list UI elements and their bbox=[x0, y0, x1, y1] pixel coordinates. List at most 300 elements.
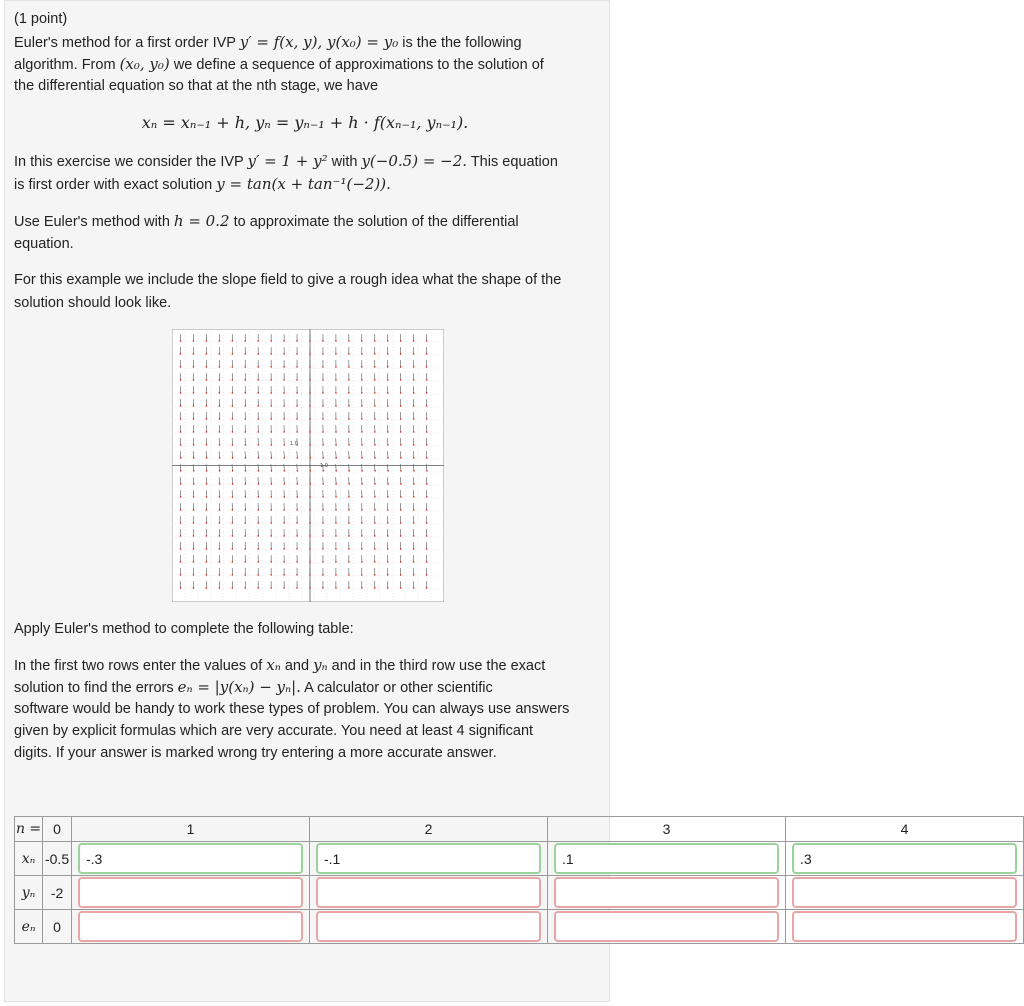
y3-input[interactable] bbox=[554, 877, 779, 908]
slope-arrowhead bbox=[232, 444, 234, 446]
slope-arrowhead bbox=[270, 340, 272, 342]
slope-arrowhead bbox=[232, 496, 234, 498]
slope-arrowhead bbox=[257, 366, 259, 368]
slope-arrowhead bbox=[387, 535, 389, 537]
slope-arrowhead bbox=[348, 496, 350, 498]
slope-arrowhead bbox=[206, 587, 208, 589]
slope-arrowhead bbox=[296, 587, 298, 589]
slope-arrowhead bbox=[244, 366, 246, 368]
slope-arrowhead bbox=[387, 418, 389, 420]
slope-arrowhead bbox=[361, 444, 363, 446]
slope-arrowhead bbox=[258, 496, 260, 498]
slope-arrowhead bbox=[322, 340, 324, 342]
slope-arrowhead bbox=[387, 574, 389, 576]
slope-arrowhead bbox=[426, 366, 428, 368]
slope-arrowhead bbox=[400, 483, 402, 485]
slope-arrowhead bbox=[322, 561, 324, 563]
y-axis-tick-label: 1.0 bbox=[290, 441, 298, 447]
slope-arrowhead bbox=[244, 574, 246, 576]
slope-arrowhead bbox=[193, 392, 195, 394]
instructions-line-2: solution to find the errors eₙ = |y(xₙ) − yₙ|. A calculator or other scientific bbox=[14, 678, 493, 696]
slope-arrowhead bbox=[193, 483, 195, 485]
slope-arrowhead bbox=[180, 379, 182, 381]
slope-arrowhead bbox=[193, 470, 195, 472]
slope-arrowhead bbox=[245, 470, 247, 472]
slope-arrowhead bbox=[206, 483, 208, 485]
error-formula: eₙ = |y(xₙ) − yₙ|. bbox=[177, 678, 301, 696]
slope-arrowhead bbox=[361, 574, 363, 576]
slope-arrowhead bbox=[180, 353, 182, 355]
y1-input[interactable] bbox=[78, 877, 303, 908]
slope-arrowhead bbox=[245, 418, 247, 420]
slope-arrowhead bbox=[374, 444, 376, 446]
x1-input[interactable] bbox=[78, 843, 303, 874]
slope-arrowhead bbox=[400, 522, 402, 524]
slope-arrowhead bbox=[426, 379, 428, 381]
answer-table bbox=[14, 816, 1024, 944]
slope-arrowhead bbox=[400, 496, 402, 498]
slope-arrowhead bbox=[335, 522, 337, 524]
slope-arrowhead bbox=[180, 444, 182, 446]
slope-arrowhead bbox=[270, 587, 272, 589]
intro-math: y′ = f(x, y), y(x₀) = y₀ bbox=[239, 33, 399, 51]
slope-arrowhead bbox=[257, 522, 259, 524]
slope-arrowhead bbox=[232, 483, 234, 485]
slope-arrowhead bbox=[387, 457, 389, 459]
slope-arrowhead bbox=[193, 535, 195, 537]
slope-arrowhead bbox=[309, 548, 311, 550]
slope-arrowhead bbox=[283, 353, 285, 355]
slope-arrowhead bbox=[361, 431, 363, 433]
x4-input[interactable] bbox=[792, 843, 1017, 874]
slope-arrowhead bbox=[206, 522, 208, 524]
slope-arrowhead bbox=[270, 366, 272, 368]
slope-arrowhead bbox=[309, 509, 311, 511]
x-axis-tick-label: 1.0 bbox=[320, 463, 328, 469]
slope-arrowhead bbox=[361, 457, 363, 459]
slope-arrowhead bbox=[413, 470, 415, 472]
slope-arrowhead bbox=[180, 509, 182, 511]
ivp-math-2: y(−0.5) = −2. bbox=[361, 152, 468, 170]
euler-formula: xₙ = xₙ₋₁ + h, yₙ = yₙ₋₁ + h · f(xₙ₋₁, yₙ₋₁). bbox=[141, 113, 469, 132]
slope-arrowhead bbox=[413, 392, 415, 394]
slope-arrowhead bbox=[309, 405, 311, 407]
slope-arrowhead bbox=[426, 392, 428, 394]
slope-arrowhead bbox=[244, 587, 246, 589]
ivp-line-2: is first order with exact solution y = tan(x + tan⁻¹(−2)). bbox=[14, 175, 391, 193]
slope-arrowhead bbox=[309, 574, 311, 576]
slope-arrowhead bbox=[270, 353, 272, 355]
slope-arrowhead bbox=[283, 496, 285, 498]
slope-arrowhead bbox=[426, 405, 428, 407]
slope-arrowhead bbox=[335, 574, 337, 576]
slope-arrowhead bbox=[232, 366, 234, 368]
slope-arrowhead bbox=[257, 535, 259, 537]
step-size-math: h = 0.2 bbox=[173, 212, 230, 230]
slope-arrowhead bbox=[283, 405, 285, 407]
slope-arrowhead bbox=[180, 496, 182, 498]
slope-arrowhead bbox=[283, 509, 285, 511]
slope-arrowhead bbox=[413, 353, 415, 355]
table-row-e bbox=[15, 910, 1024, 944]
slope-line-1: For this example we include the slope field to give a rough idea what the shape of the bbox=[14, 272, 562, 288]
slope-arrowhead bbox=[206, 405, 208, 407]
slope-arrowhead bbox=[257, 509, 259, 511]
slope-arrowhead bbox=[219, 379, 221, 381]
slope-arrowhead bbox=[180, 561, 182, 563]
slope-arrowhead bbox=[206, 574, 208, 576]
slope-arrowhead bbox=[309, 392, 311, 394]
slope-arrowhead bbox=[193, 574, 195, 576]
slope-arrowhead bbox=[322, 483, 324, 485]
slope-arrowhead bbox=[206, 548, 208, 550]
slope-arrowhead bbox=[193, 379, 195, 381]
slope-arrowhead bbox=[426, 509, 428, 511]
slope-arrowhead bbox=[271, 470, 273, 472]
slope-arrowhead bbox=[374, 561, 376, 563]
slope-arrowhead bbox=[296, 366, 298, 368]
slope-arrowhead bbox=[413, 587, 415, 589]
slope-arrowhead bbox=[335, 418, 337, 420]
slope-arrowhead bbox=[374, 587, 376, 589]
ivp-math: y′ = 1 + y² bbox=[247, 152, 328, 170]
slope-arrowhead bbox=[348, 418, 350, 420]
slope-arrowhead bbox=[245, 457, 247, 459]
intro-math-2: (x₀, y₀) bbox=[119, 55, 170, 73]
e3-input[interactable] bbox=[554, 911, 779, 942]
slope-arrowhead bbox=[180, 457, 182, 459]
slope-arrowhead bbox=[219, 470, 221, 472]
slope-arrowhead bbox=[348, 522, 350, 524]
slope-arrowhead bbox=[348, 431, 350, 433]
slope-arrowhead bbox=[257, 340, 259, 342]
slope-arrowhead bbox=[374, 340, 376, 342]
slope-arrowhead bbox=[387, 509, 389, 511]
slope-arrowhead bbox=[387, 561, 389, 563]
ivp-line-1: In this exercise we consider the IVP y′ = 1 + y² with y(−0.5) = −2. This equation bbox=[14, 152, 558, 170]
slope-arrowhead bbox=[413, 457, 415, 459]
slope-arrowhead bbox=[374, 548, 376, 550]
intro-line-3: the differential equation so that at the nth stage, we have bbox=[14, 78, 379, 94]
slope-arrowhead bbox=[374, 535, 376, 537]
instructions-line-5: digits. If your answer is marked wrong try entering a more accurate answer. bbox=[14, 745, 497, 761]
slope-arrowhead bbox=[206, 392, 208, 394]
slope-arrowhead bbox=[426, 522, 428, 524]
header-3: 3 bbox=[547, 817, 785, 842]
slope-arrowhead bbox=[193, 444, 195, 446]
slope-arrowhead bbox=[426, 353, 428, 355]
slope-arrowhead bbox=[361, 509, 363, 511]
slope-arrowhead bbox=[361, 340, 363, 342]
slope-arrowhead bbox=[335, 379, 337, 381]
slope-arrowhead bbox=[219, 457, 221, 459]
slope-arrowhead bbox=[270, 574, 272, 576]
slope-arrowhead bbox=[335, 366, 337, 368]
slope-arrowhead bbox=[322, 405, 324, 407]
slope-arrowhead bbox=[335, 509, 337, 511]
slope-arrowhead bbox=[232, 457, 234, 459]
slope-arrowhead bbox=[387, 587, 389, 589]
slope-arrowhead bbox=[270, 548, 272, 550]
slope-arrowhead bbox=[180, 392, 182, 394]
slope-arrowhead bbox=[322, 431, 324, 433]
slope-arrowhead bbox=[361, 561, 363, 563]
slope-arrowhead bbox=[413, 444, 415, 446]
slope-arrowhead bbox=[219, 353, 221, 355]
slope-arrowhead bbox=[374, 392, 376, 394]
slope-arrowhead bbox=[387, 379, 389, 381]
slope-arrowhead bbox=[180, 431, 182, 433]
slope-arrowhead bbox=[309, 366, 311, 368]
e2-input[interactable] bbox=[316, 911, 541, 942]
slope-arrowhead bbox=[245, 496, 247, 498]
slope-arrowhead bbox=[284, 483, 286, 485]
slope-arrowhead bbox=[309, 535, 311, 537]
slope-arrowhead bbox=[322, 418, 324, 420]
slope-arrowhead bbox=[335, 340, 337, 342]
slope-arrowhead bbox=[335, 353, 337, 355]
slope-arrowhead bbox=[180, 587, 182, 589]
slope-arrowhead bbox=[206, 431, 208, 433]
slope-arrowhead bbox=[400, 509, 402, 511]
slope-arrowhead bbox=[180, 340, 182, 342]
slope-arrowhead bbox=[219, 340, 221, 342]
slope-arrowhead bbox=[296, 340, 298, 342]
slope-arrowhead bbox=[257, 548, 259, 550]
slope-arrowhead bbox=[309, 587, 311, 589]
slope-arrowhead bbox=[193, 418, 195, 420]
slope-arrowhead bbox=[361, 587, 363, 589]
slope-arrowhead bbox=[361, 366, 363, 368]
slope-arrowhead bbox=[219, 522, 221, 524]
slope-arrowhead bbox=[193, 561, 195, 563]
e1-input[interactable] bbox=[78, 911, 303, 942]
slope-arrowhead bbox=[309, 483, 311, 485]
slope-arrowhead bbox=[400, 535, 402, 537]
slope-arrowhead bbox=[283, 444, 285, 446]
slope-arrowhead bbox=[193, 522, 195, 524]
slope-arrowhead bbox=[348, 548, 350, 550]
instructions-line-3: software would be handy to work these types of problem. You can always use answers bbox=[14, 701, 570, 717]
slope-arrowhead bbox=[348, 340, 350, 342]
slope-arrowhead bbox=[322, 548, 324, 550]
slope-arrowhead bbox=[309, 353, 311, 355]
slope-arrowhead bbox=[348, 457, 350, 459]
slope-arrowhead bbox=[374, 379, 376, 381]
slope-arrowhead bbox=[283, 379, 285, 381]
slope-arrowhead bbox=[296, 457, 298, 459]
slope-arrowhead bbox=[400, 457, 402, 459]
slope-arrowhead bbox=[426, 457, 428, 459]
points-label: (1 point) bbox=[14, 11, 68, 27]
slope-arrowhead bbox=[322, 522, 324, 524]
slope-arrowhead bbox=[387, 470, 389, 472]
slope-arrowhead bbox=[180, 522, 182, 524]
slope-arrowhead bbox=[400, 574, 402, 576]
slope-arrowhead bbox=[387, 366, 389, 368]
slope-arrowhead bbox=[322, 509, 324, 511]
slope-arrowhead bbox=[219, 431, 221, 433]
slope-arrowhead bbox=[257, 574, 259, 576]
slope-arrowhead bbox=[283, 366, 285, 368]
slope-arrowhead bbox=[387, 483, 389, 485]
slope-arrowhead bbox=[348, 587, 350, 589]
exact-solution-math: y = tan(x + tan⁻¹(−2)). bbox=[216, 175, 391, 193]
slope-arrowhead bbox=[335, 561, 337, 563]
slope-arrowhead bbox=[413, 405, 415, 407]
slope-arrowhead bbox=[231, 587, 233, 589]
slope-arrowhead bbox=[361, 379, 363, 381]
slope-arrowhead bbox=[413, 561, 415, 563]
slope-arrowhead bbox=[270, 496, 272, 498]
slope-arrowhead bbox=[400, 444, 402, 446]
slope-arrowhead bbox=[296, 392, 298, 394]
x2-input[interactable] bbox=[316, 843, 541, 874]
slope-arrowhead bbox=[400, 353, 402, 355]
slope-arrowhead bbox=[335, 444, 337, 446]
slope-arrowhead bbox=[180, 548, 182, 550]
x3-input[interactable] bbox=[554, 843, 779, 874]
e-row-label: eₙ bbox=[15, 910, 43, 944]
slope-arrowhead bbox=[270, 561, 272, 563]
slope-arrowhead bbox=[374, 574, 376, 576]
slope-arrowhead bbox=[322, 379, 324, 381]
slope-arrowhead bbox=[232, 392, 234, 394]
slope-arrowhead bbox=[322, 366, 324, 368]
slope-arrowhead bbox=[348, 444, 350, 446]
slope-arrowhead bbox=[387, 392, 389, 394]
slope-arrowhead bbox=[206, 561, 208, 563]
slope-arrowhead bbox=[348, 405, 350, 407]
slope-arrowhead bbox=[284, 457, 286, 459]
slope-arrowhead bbox=[270, 522, 272, 524]
slope-arrowhead bbox=[374, 522, 376, 524]
slope-arrowhead bbox=[245, 431, 247, 433]
slope-arrowhead bbox=[180, 574, 182, 576]
slope-arrowhead bbox=[309, 340, 311, 342]
slope-arrowhead bbox=[374, 431, 376, 433]
slope-arrowhead bbox=[387, 340, 389, 342]
slope-arrowhead bbox=[322, 535, 324, 537]
slope-arrowhead bbox=[322, 587, 324, 589]
slope-arrowhead bbox=[361, 418, 363, 420]
slope-arrowhead bbox=[219, 405, 221, 407]
slope-arrowhead bbox=[270, 405, 272, 407]
slope-arrowhead bbox=[270, 418, 272, 420]
slope-arrowhead bbox=[348, 470, 350, 472]
slope-arrowhead bbox=[400, 379, 402, 381]
slope-arrowhead bbox=[413, 574, 415, 576]
slope-arrowhead bbox=[374, 483, 376, 485]
slope-arrowhead bbox=[309, 431, 311, 433]
slope-arrowhead bbox=[335, 392, 337, 394]
slope-arrowhead bbox=[257, 353, 259, 355]
slope-arrowhead bbox=[309, 561, 311, 563]
slope-arrowhead bbox=[322, 392, 324, 394]
slope-arrowhead bbox=[296, 548, 298, 550]
slope-arrowhead bbox=[309, 457, 311, 459]
intro-line-1: Euler's method for a first order IVP y′ = f(x, y), y(x₀) = y₀ is the the following bbox=[14, 33, 522, 51]
slope-arrowhead bbox=[413, 509, 415, 511]
slope-arrowhead bbox=[400, 366, 402, 368]
slope-arrowhead bbox=[270, 379, 272, 381]
slope-arrowhead bbox=[426, 470, 428, 472]
slope-arrowhead bbox=[426, 535, 428, 537]
slope-arrowhead bbox=[335, 535, 337, 537]
slope-arrowhead bbox=[322, 444, 324, 446]
slope-arrowhead bbox=[180, 483, 182, 485]
slope-arrowhead bbox=[180, 535, 182, 537]
slope-arrowhead bbox=[244, 522, 246, 524]
slope-arrowhead bbox=[232, 561, 234, 563]
slope-arrowhead bbox=[232, 405, 234, 407]
slope-arrowhead bbox=[206, 418, 208, 420]
slope-arrowhead bbox=[257, 379, 259, 381]
slope-arrowhead bbox=[348, 535, 350, 537]
slope-arrowhead bbox=[219, 561, 221, 563]
slope-arrowhead bbox=[322, 470, 324, 472]
slope-arrowhead bbox=[283, 574, 285, 576]
slope-arrowhead bbox=[348, 366, 350, 368]
slope-arrowhead bbox=[257, 431, 259, 433]
apply-heading: Apply Euler's method to complete the following table: bbox=[14, 621, 354, 637]
slope-arrowhead bbox=[348, 574, 350, 576]
slope-arrowhead bbox=[387, 431, 389, 433]
slope-arrowhead bbox=[426, 483, 428, 485]
slope-arrowhead bbox=[296, 535, 298, 537]
slope-arrowhead bbox=[361, 522, 363, 524]
instructions-line-1: In the first two rows enter the values of xₙ and yₙ and in the third row use the exact bbox=[14, 656, 546, 674]
slope-arrowhead bbox=[426, 548, 428, 550]
slope-arrowhead bbox=[232, 379, 234, 381]
slope-arrowhead bbox=[206, 509, 208, 511]
slope-arrowhead bbox=[374, 418, 376, 420]
slope-arrowhead bbox=[245, 444, 247, 446]
slope-arrowhead bbox=[361, 483, 363, 485]
slope-arrowhead bbox=[283, 548, 285, 550]
header-0: 0 bbox=[43, 817, 72, 842]
slope-arrowhead bbox=[206, 444, 208, 446]
slope-arrowhead bbox=[374, 496, 376, 498]
slope-arrowhead bbox=[335, 548, 337, 550]
slope-arrowhead bbox=[232, 509, 234, 511]
use-line-2: equation. bbox=[14, 236, 74, 252]
slope-arrowhead bbox=[283, 587, 285, 589]
slope-arrowhead bbox=[387, 496, 389, 498]
slope-arrowhead bbox=[244, 340, 246, 342]
x0-value: -0.5 bbox=[43, 842, 72, 876]
y2-input[interactable] bbox=[316, 877, 541, 908]
slope-arrowhead bbox=[244, 405, 246, 407]
slope-arrowhead bbox=[400, 548, 402, 550]
e4-input[interactable] bbox=[792, 911, 1017, 942]
slope-arrowhead bbox=[400, 418, 402, 420]
slope-arrowhead bbox=[193, 431, 195, 433]
slope-arrowhead bbox=[400, 340, 402, 342]
slope-arrowhead bbox=[348, 379, 350, 381]
slope-arrowhead bbox=[361, 535, 363, 537]
y4-input[interactable] bbox=[792, 877, 1017, 908]
slope-arrowhead bbox=[400, 392, 402, 394]
slope-arrowhead bbox=[180, 418, 182, 420]
slope-arrowhead bbox=[193, 509, 195, 511]
slope-arrowhead bbox=[206, 340, 208, 342]
slope-arrowhead bbox=[257, 392, 259, 394]
slope-arrowhead bbox=[244, 561, 246, 563]
e0-value: 0 bbox=[43, 910, 72, 944]
x-row-label: xₙ bbox=[15, 842, 43, 876]
slope-arrowhead bbox=[426, 561, 428, 563]
